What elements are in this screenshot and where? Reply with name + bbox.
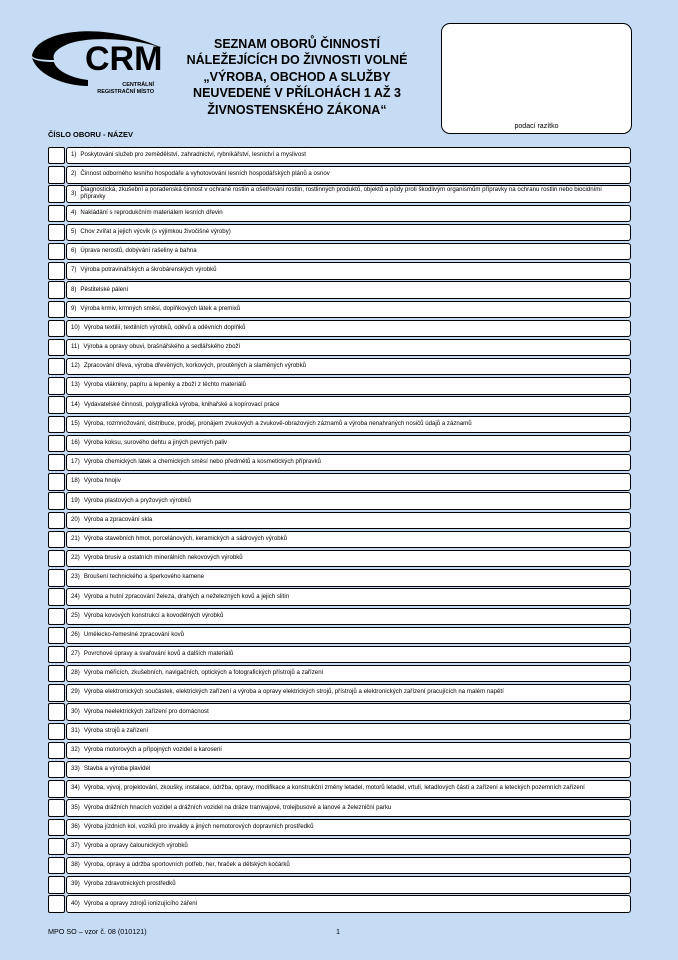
item-checkbox[interactable] (48, 262, 65, 279)
item-checkbox[interactable] (48, 166, 65, 183)
item-label-box (66, 627, 631, 644)
list-item (48, 819, 631, 836)
list-item (48, 627, 631, 644)
list-item (48, 512, 631, 529)
item-label-box (66, 473, 631, 490)
list-title: ČÍSLO OBORU - NÁZEV (48, 130, 134, 139)
item-checkbox[interactable] (48, 895, 65, 912)
list-item (48, 262, 631, 279)
list-item (48, 646, 631, 663)
item-label-box (66, 780, 631, 797)
item-label-box (66, 358, 631, 375)
item-checkbox[interactable] (48, 876, 65, 893)
item-checkbox[interactable] (48, 454, 65, 471)
item-checkbox[interactable] (48, 799, 65, 816)
item-text: Umělecko-řemeslné zpracování kovů (83, 630, 185, 638)
item-label-box (66, 838, 631, 855)
item-checkbox[interactable] (48, 301, 65, 318)
item-label-box (66, 320, 631, 337)
list-item (48, 608, 631, 625)
item-number: 20) (71, 515, 80, 523)
item-checkbox[interactable] (48, 416, 65, 433)
item-number: 21) (71, 534, 80, 542)
title-line-4: NEUVEDENÉ V PŘÍLOHÁCH 1 AŽ 3 (193, 86, 401, 101)
item-number: 26) (71, 630, 80, 638)
form-id: MPO SO – vzor č. 08 (010121) (48, 927, 147, 936)
item-checkbox[interactable] (48, 857, 65, 874)
item-number: 24) (71, 592, 80, 600)
item-checkbox[interactable] (48, 473, 65, 490)
item-label-box (66, 205, 631, 222)
list-item (48, 454, 631, 471)
list-item (48, 569, 631, 586)
stamp-box[interactable] (441, 23, 632, 134)
item-number: 31) (71, 726, 80, 734)
stamp-label: podací razítko (514, 123, 559, 130)
item-text: Výroba, opravy a údržba sportovních potřeb, her, hraček a dětských kočárků (83, 861, 290, 869)
item-text: Výroba elektronických součástek, elektrických zařízení a výroba a opravy elektrických strojů, přístrojů a elektronických zařízení pracujících na malém napětí (83, 688, 504, 696)
item-number: 23) (71, 573, 80, 581)
document-title (168, 36, 426, 118)
item-label-box (66, 243, 631, 260)
item-checkbox[interactable] (48, 665, 65, 682)
item-label-box (66, 761, 631, 778)
item-number: 8) (71, 285, 77, 293)
item-number: 28) (71, 669, 80, 677)
list-item (48, 416, 631, 433)
item-text: Nakládání s reprodukčním materiálem lesních dřevin (80, 208, 223, 216)
item-label-box (66, 301, 631, 318)
item-text: Výroba chemických látek a chemických směsí nebo předmětů a kosmetických přípravků (83, 458, 321, 466)
item-text: Výroba plastových a pryžových výrobků (83, 496, 191, 504)
list-item (48, 473, 631, 490)
list-item (48, 588, 631, 605)
list-item (48, 857, 631, 874)
item-label-box (66, 550, 631, 567)
item-number: 10) (71, 323, 80, 331)
item-text: Chov zvířat a jejich výcvik (s výjimkou živočišné výroby) (80, 227, 231, 235)
item-text: Výroba vlákniny, papíru a lepenky a zboží z těchto materiálů (83, 381, 246, 389)
item-checkbox[interactable] (48, 320, 65, 337)
list-item (48, 205, 631, 222)
list-item (48, 780, 631, 797)
item-number: 25) (71, 611, 80, 619)
list-item (48, 166, 631, 183)
item-number: 9) (71, 304, 77, 312)
item-number: 7) (71, 266, 77, 274)
item-label-box (66, 876, 631, 893)
item-text: Výroba motorových a přípojných vozidel a karoserií (83, 746, 223, 754)
item-number: 36) (71, 822, 80, 830)
list-item (48, 185, 631, 202)
item-text: Výroba a opravy čalounických výrobků (83, 841, 188, 849)
item-label-box (66, 857, 631, 874)
item-label-box (66, 703, 631, 720)
item-label-box (66, 684, 631, 701)
item-checkbox[interactable] (48, 185, 65, 202)
item-number: 3) (71, 189, 77, 197)
item-checkbox[interactable] (48, 646, 65, 663)
item-text: Výroba měřicích, zkušebních, navigačních, optických a fotografických přístrojů a zařízení (83, 669, 324, 677)
item-text: Výroba drážních hnacích vozidel a drážních vozidel na dráze tramvajové, trolejbusové a lanové a železniční parku (83, 803, 392, 811)
item-checkbox[interactable] (48, 608, 65, 625)
item-checkbox[interactable] (48, 377, 65, 394)
item-number: 11) (71, 343, 80, 351)
list-item (48, 531, 631, 548)
item-number: 38) (71, 861, 80, 869)
item-number: 14) (71, 400, 80, 408)
item-label-box (66, 608, 631, 625)
item-text: Úprava nerostů, dobývání rašeliny a bahna (80, 247, 197, 255)
item-text: Výroba brusiv a ostatních minerálních nekovových výrobků (83, 554, 243, 562)
logo-caption (88, 82, 154, 95)
item-text: Pěstitelské pálení (80, 285, 129, 293)
item-label-box (66, 665, 631, 682)
item-text: Výroba, vývoj, projektování, zkoušky, instalace, údržba, opravy, modifikace a konstrukční změny letadel, motorů letadel, vrtulí, letadlových částí a zařízení a leteckých pozemních zařízení (83, 784, 585, 792)
item-text: Výroba a opravy obuvi, brašnářského a sedlářského zboží (83, 343, 241, 351)
title-line-3: „VÝROBA, OBCHOD A SLUŽBY (203, 69, 391, 84)
logo-caption-line-2: REGISTRAČNÍ MÍSTO (97, 88, 154, 95)
list-item (48, 876, 631, 893)
item-checkbox[interactable] (48, 205, 65, 222)
list-item (48, 895, 631, 912)
page-number: 1 (336, 927, 340, 936)
item-number: 15) (71, 419, 80, 427)
list-item (48, 838, 631, 855)
item-text: Výroba jízdních kol, vozíků pro invalidy a jiných nemotorových dopravních prostředků (83, 822, 314, 830)
activity-list (48, 147, 631, 915)
item-number: 13) (71, 381, 80, 389)
item-text: Výroba a opravy zdrojů ionizujícího záření (83, 899, 198, 907)
item-number: 37) (71, 841, 80, 849)
item-label-box (66, 416, 631, 433)
title-line-1: SEZNAM OBORŮ ČINNOSTÍ (214, 37, 380, 51)
list-item (48, 147, 631, 164)
item-number: 22) (71, 554, 80, 562)
list-item (48, 665, 631, 682)
item-label-box (66, 262, 631, 279)
item-label-box (66, 147, 631, 164)
item-checkbox[interactable] (48, 281, 65, 298)
item-number: 35) (71, 803, 80, 811)
item-number: 17) (71, 458, 80, 466)
item-text: Výroba strojů a zařízení (83, 726, 149, 734)
item-label-box (66, 723, 631, 740)
item-number: 27) (71, 650, 80, 658)
item-label-box (66, 185, 631, 202)
item-label-box (66, 396, 631, 413)
item-checkbox[interactable] (48, 396, 65, 413)
item-text: Výroba textilií, textilních výrobků, oděvů a oděvních doplňků (83, 323, 246, 331)
list-item (48, 492, 631, 509)
logo-caption-line-1: CENTRÁLNÍ (122, 82, 154, 88)
item-text: Výroba kovových konstrukcí a kovodělných výrobků (83, 611, 224, 619)
list-item (48, 723, 631, 740)
item-label-box (66, 799, 631, 816)
item-text: Výroba zdravotnických prostředků (83, 880, 176, 888)
item-checkbox[interactable] (48, 531, 65, 548)
item-checkbox[interactable] (48, 761, 65, 778)
item-checkbox[interactable] (48, 512, 65, 529)
item-checkbox[interactable] (48, 723, 65, 740)
item-text: Povrchové úpravy a svařování kovů a dalších materiálů (83, 650, 234, 658)
item-label-box (66, 224, 631, 241)
item-number: 4) (71, 208, 77, 216)
item-label-box (66, 588, 631, 605)
item-number: 19) (71, 496, 80, 504)
item-number: 18) (71, 477, 80, 485)
item-checkbox[interactable] (48, 627, 65, 644)
item-text: Výroba stavebních hmot, porcelánových, keramických a sádrových výrobků (83, 534, 288, 542)
item-label-box (66, 819, 631, 836)
item-checkbox[interactable] (48, 243, 65, 260)
title-line-2: NÁLEŽEJÍCÍCH DO ŽIVNOSTI VOLNÉ (186, 53, 408, 68)
item-checkbox[interactable] (48, 780, 65, 797)
item-checkbox[interactable] (48, 435, 65, 452)
list-item (48, 281, 631, 298)
item-label-box (66, 512, 631, 529)
item-text: Stavba a výroba plavidel (83, 765, 151, 773)
item-label-box (66, 531, 631, 548)
title-line-5: ŽIVNOSTENSKÉHO ZÁKONA“ (207, 102, 387, 117)
item-label-box (66, 454, 631, 471)
item-text: Výroba koksu, surového dehtu a jiných pevných paliv (83, 439, 228, 447)
item-checkbox[interactable] (48, 224, 65, 241)
item-label-box (66, 377, 631, 394)
item-number: 32) (71, 746, 80, 754)
list-item (48, 243, 631, 260)
list-item (48, 799, 631, 816)
item-label-box (66, 281, 631, 298)
item-label-box (66, 646, 631, 663)
item-number: 40) (71, 899, 80, 907)
item-number: 12) (71, 362, 80, 370)
list-item (48, 301, 631, 318)
item-label-box (66, 435, 631, 452)
item-number: 30) (71, 707, 80, 715)
item-number: 5) (71, 227, 77, 235)
list-item (48, 742, 631, 759)
list-item (48, 320, 631, 337)
item-label-box (66, 492, 631, 509)
item-text: Vydavatelské činnosti, polygrafická výroba, knihařské a kopírovací práce (83, 400, 280, 408)
item-number: 39) (71, 880, 80, 888)
item-label-box (66, 742, 631, 759)
list-item (48, 550, 631, 567)
item-checkbox[interactable] (48, 684, 65, 701)
list-item (48, 761, 631, 778)
item-text: Broušení technického a šperkového kamene (83, 573, 205, 581)
logo-text: CRM (85, 40, 163, 78)
list-item (48, 396, 631, 413)
item-text: Výroba potravinářských a škrobárenských výrobků (80, 266, 217, 274)
item-label-box (66, 895, 631, 912)
item-text: Výroba krmiv, krmných směsí, doplňkových látek a premixů (80, 304, 241, 312)
item-checkbox[interactable] (48, 147, 65, 164)
item-number: 2) (71, 170, 77, 178)
item-checkbox[interactable] (48, 339, 65, 356)
list-item (48, 224, 631, 241)
item-text: Zpracování dřeva, výroba dřevěných, korkových, proutěných a slaměných výrobků (83, 362, 307, 370)
list-item (48, 684, 631, 701)
item-checkbox[interactable] (48, 358, 65, 375)
list-item (48, 377, 631, 394)
list-item (48, 435, 631, 452)
item-text: Výroba, rozmnožování, distribuce, prodej, pronájem zvukových a zvukově-obrazových záznamů a výroba nenahraných nosičů údajů a záznamů (83, 419, 472, 427)
item-text: Výroba a hutní zpracování železa, drahých a neželezných kovů a jejich slitin (83, 592, 290, 600)
item-number: 34) (71, 784, 80, 792)
item-text: Diagnostická, zkušební a poradenská činnost v ochraně rostlin a ošetřování rostlin, rostlinných produktů, objektů a půdy proti škodlivým organismům přípravky na ochranu rostlin nebo biocidními přípravky (80, 186, 602, 201)
list-item (48, 339, 631, 356)
item-number: 29) (71, 688, 80, 696)
item-text: Poskytování služeb pro zemědělství, zahradnictví, rybníkářství, lesnictví a myslivost (80, 151, 306, 159)
item-label-box (66, 166, 631, 183)
item-text: Činnost odborného lesního hospodáře a vyhotovování lesních hospodářských plánů a osnov (80, 170, 330, 178)
item-label-box (66, 569, 631, 586)
list-item (48, 358, 631, 375)
item-checkbox[interactable] (48, 838, 65, 855)
item-number: 33) (71, 765, 80, 773)
item-checkbox[interactable] (48, 703, 65, 720)
item-text: Výroba neelektrických zařízení pro domácnost (83, 707, 209, 715)
item-label-box (66, 339, 631, 356)
item-checkbox[interactable] (48, 742, 65, 759)
item-checkbox[interactable] (48, 550, 65, 567)
item-text: Výroba hnojiv (83, 477, 121, 485)
item-number: 1) (71, 151, 77, 159)
item-checkbox[interactable] (48, 492, 65, 509)
item-checkbox[interactable] (48, 569, 65, 586)
item-number: 16) (71, 439, 80, 447)
item-checkbox[interactable] (48, 819, 65, 836)
item-checkbox[interactable] (48, 588, 65, 605)
item-text: Výroba a zpracování skla (83, 515, 153, 523)
item-number: 6) (71, 247, 77, 255)
list-item (48, 703, 631, 720)
